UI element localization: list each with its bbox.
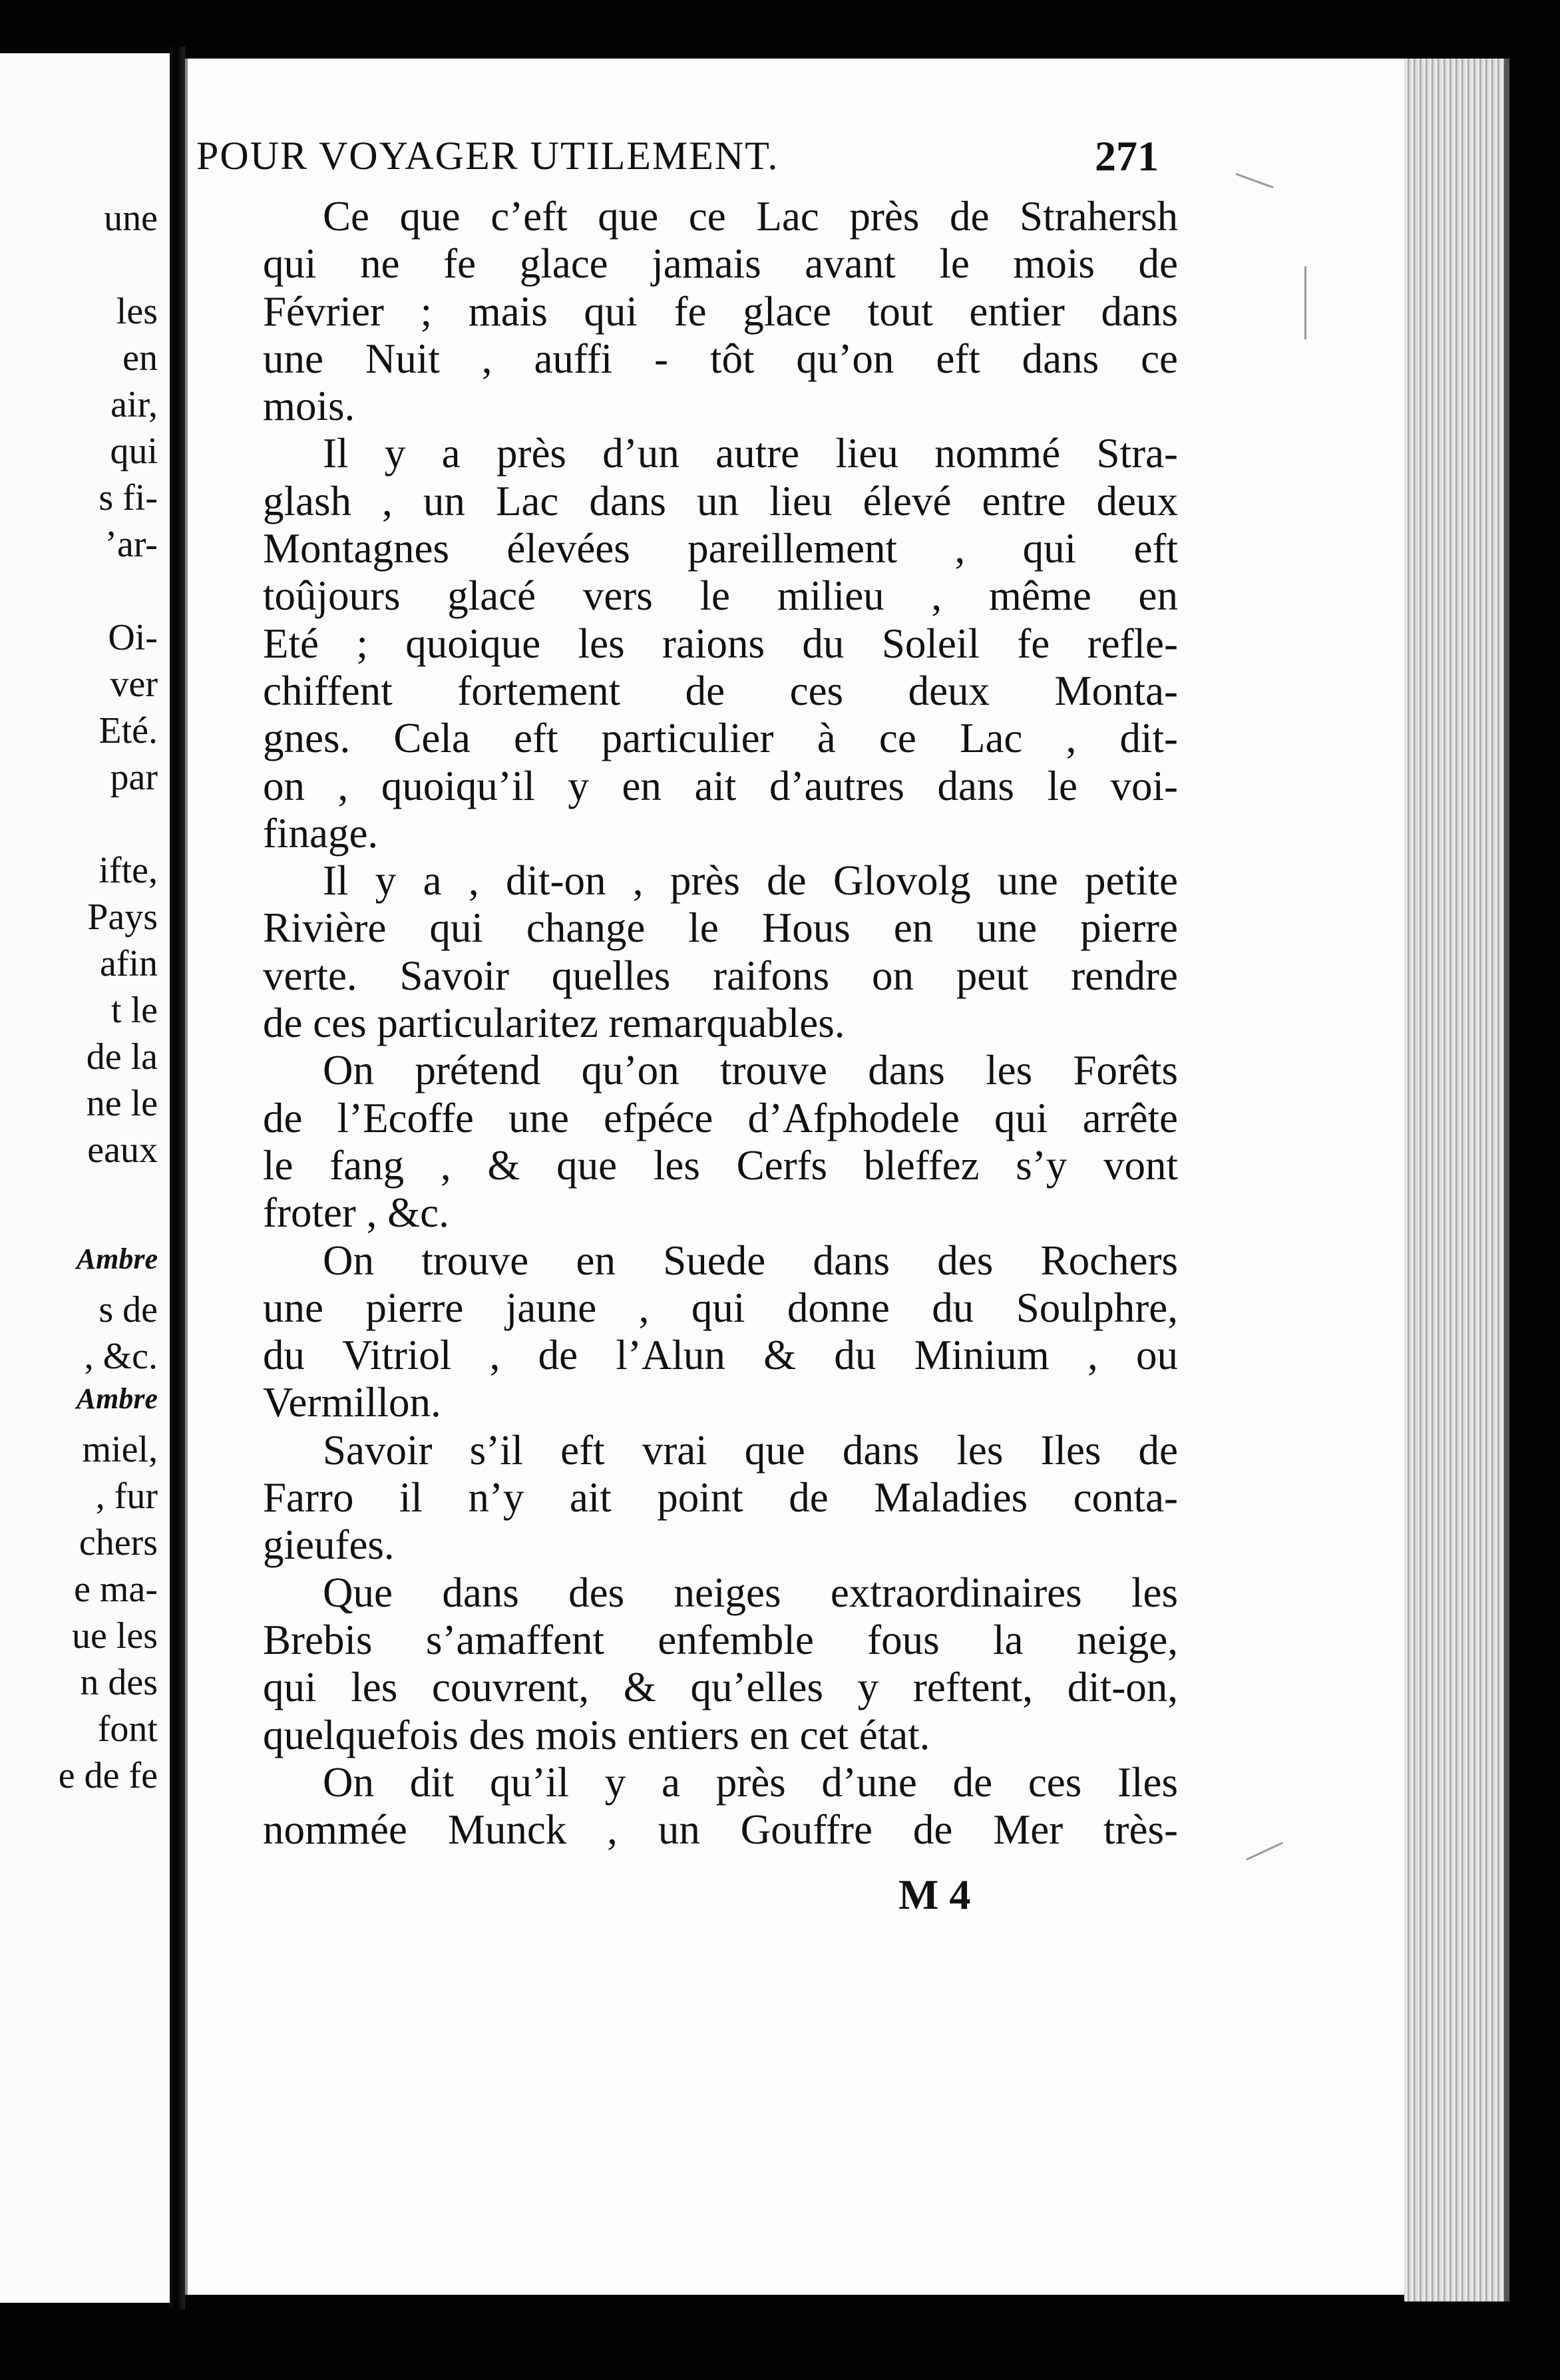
text-line: chiffent fortement de ces deux Monta-: [263, 667, 1178, 714]
left-page-fragment: , fur: [95, 1476, 158, 1517]
body-text: [263, 193, 1178, 1854]
left-page-fragment: ver: [110, 664, 158, 705]
text-line: gnes. Cela eft particulier à ce Lac , dit-: [263, 715, 1178, 762]
left-page-fragment: e ma-: [74, 1569, 158, 1610]
margin-mark: [1304, 266, 1306, 339]
text-line: nommée Munck , un Gouffre de Mer très-: [263, 1806, 1178, 1854]
left-page-fragment: font: [97, 1708, 158, 1750]
left-page-fragment: de la: [86, 1036, 158, 1078]
left-page-fragment: Oi-: [108, 617, 158, 658]
left-page-fragment: en: [122, 337, 158, 379]
left-page-fragment: t le: [111, 990, 158, 1031]
left-page-fragment: Ambre: [76, 1243, 158, 1275]
left-page-fragment: s de: [98, 1289, 158, 1330]
text-line: de ces particularitez remarquables.: [263, 1000, 845, 1047]
text-line: Il y a près d’un autre lieu nommé Stra-: [323, 430, 1178, 477]
left-page-fragment: eaux: [87, 1129, 158, 1171]
left-page-fragment: , &c.: [84, 1336, 158, 1377]
left-page-fragment: ifte,: [98, 850, 158, 891]
text-line: On trouve en Suede dans des Rochers: [323, 1237, 1178, 1284]
left-page-fragment: Ambre: [76, 1382, 158, 1415]
text-line: de l’Ecoffe une efpéce d’Afphodele qui arrête: [263, 1094, 1178, 1141]
left-page-fragment: ’ar-: [104, 524, 158, 565]
left-page-fragment: par: [110, 757, 158, 798]
text-line: glash , un Lac dans un lieu élevé entre deux: [263, 477, 1178, 524]
text-line: Eté ; quoique les raions du Soleil fe refle-: [263, 620, 1178, 667]
text-line: Savoir s’il eft vrai que dans les Iles de: [323, 1426, 1178, 1474]
left-page-fragment: Pays: [87, 896, 158, 938]
text-line: finage.: [263, 809, 379, 857]
left-page-fragment: Eté.: [98, 710, 158, 751]
left-facing-page: [0, 53, 174, 2303]
text-line: mois.: [263, 383, 355, 430]
text-line: Il y a , dit-on , près de Glovolg une petite: [323, 857, 1178, 904]
text-line: on , quoiqu’il y en ait d’autres dans le voi-: [263, 762, 1178, 809]
left-page-fragment: chers: [79, 1522, 158, 1563]
left-page-fragment: les: [116, 291, 158, 332]
text-line: qui ne fe glace jamais avant le mois de: [263, 240, 1178, 288]
left-page-fragment: e de fe: [58, 1755, 158, 1796]
text-line: Farro il n’y ait point de Maladies conta-: [263, 1474, 1178, 1521]
text-line: le fang , & que les Cerfs bleffez s’y vont: [263, 1141, 1178, 1189]
text-line: qui les couvrent, & qu’elles y reftent, dit-on,: [263, 1664, 1178, 1711]
text-line: gieufes.: [263, 1521, 395, 1569]
text-line: une Nuit , auffi - tôt qu’on eft dans ce: [263, 335, 1178, 382]
signature-mark: M 4: [898, 1871, 971, 1918]
text-line: Brebis s’amaffent enfemble fous la neige,: [263, 1616, 1178, 1663]
text-line: froter , &c.: [263, 1189, 449, 1237]
left-page-fragment: une: [104, 198, 158, 239]
left-page-fragment: ue les: [71, 1615, 158, 1657]
text-line: On dit qu’il y a près d’une de ces Iles: [323, 1758, 1178, 1806]
left-page-fragment: ne le: [86, 1083, 158, 1124]
left-page-fragment: qui: [110, 431, 158, 472]
text-line: Rivière qui change le Hous en une pierre: [263, 904, 1178, 952]
left-page-fragment: s fi-: [98, 477, 158, 518]
text-line: Février ; mais qui fe glace tout entier dans: [263, 288, 1178, 335]
text-line: Ce que c’eft que ce Lac près de Strahersh: [323, 193, 1178, 240]
text-line: quelquefois des mois entiers en cet état.: [263, 1711, 930, 1758]
text-line: du Vitriol , de l’Alun & du Minium , ou: [263, 1332, 1178, 1379]
text-line: verte. Savoir quelles raifons on peut rendre: [263, 952, 1178, 999]
left-page-fragment: afin: [99, 943, 158, 984]
page-edges: [1404, 59, 1509, 2301]
text-line: toûjours glacé vers le milieu , même en: [263, 572, 1178, 620]
running-head: POUR VOYAGER UTILEMENT.: [196, 134, 779, 178]
left-page-fragment: air,: [110, 384, 158, 425]
left-page-fragment: miel,: [82, 1429, 158, 1470]
text-line: Vermillon.: [263, 1379, 441, 1426]
left-page-fragment: n des: [80, 1662, 158, 1703]
text-line: une pierre jaune , qui donne du Soulphre,: [263, 1284, 1178, 1331]
text-line: Que dans des neiges extraordinaires les: [323, 1569, 1178, 1616]
book-gutter: [170, 47, 185, 2309]
page-number: 271: [1095, 132, 1159, 180]
text-line: On prétend qu’on trouve dans les Forêts: [323, 1047, 1178, 1094]
text-line: Montagnes élevées pareillement , qui eft: [263, 525, 1178, 572]
